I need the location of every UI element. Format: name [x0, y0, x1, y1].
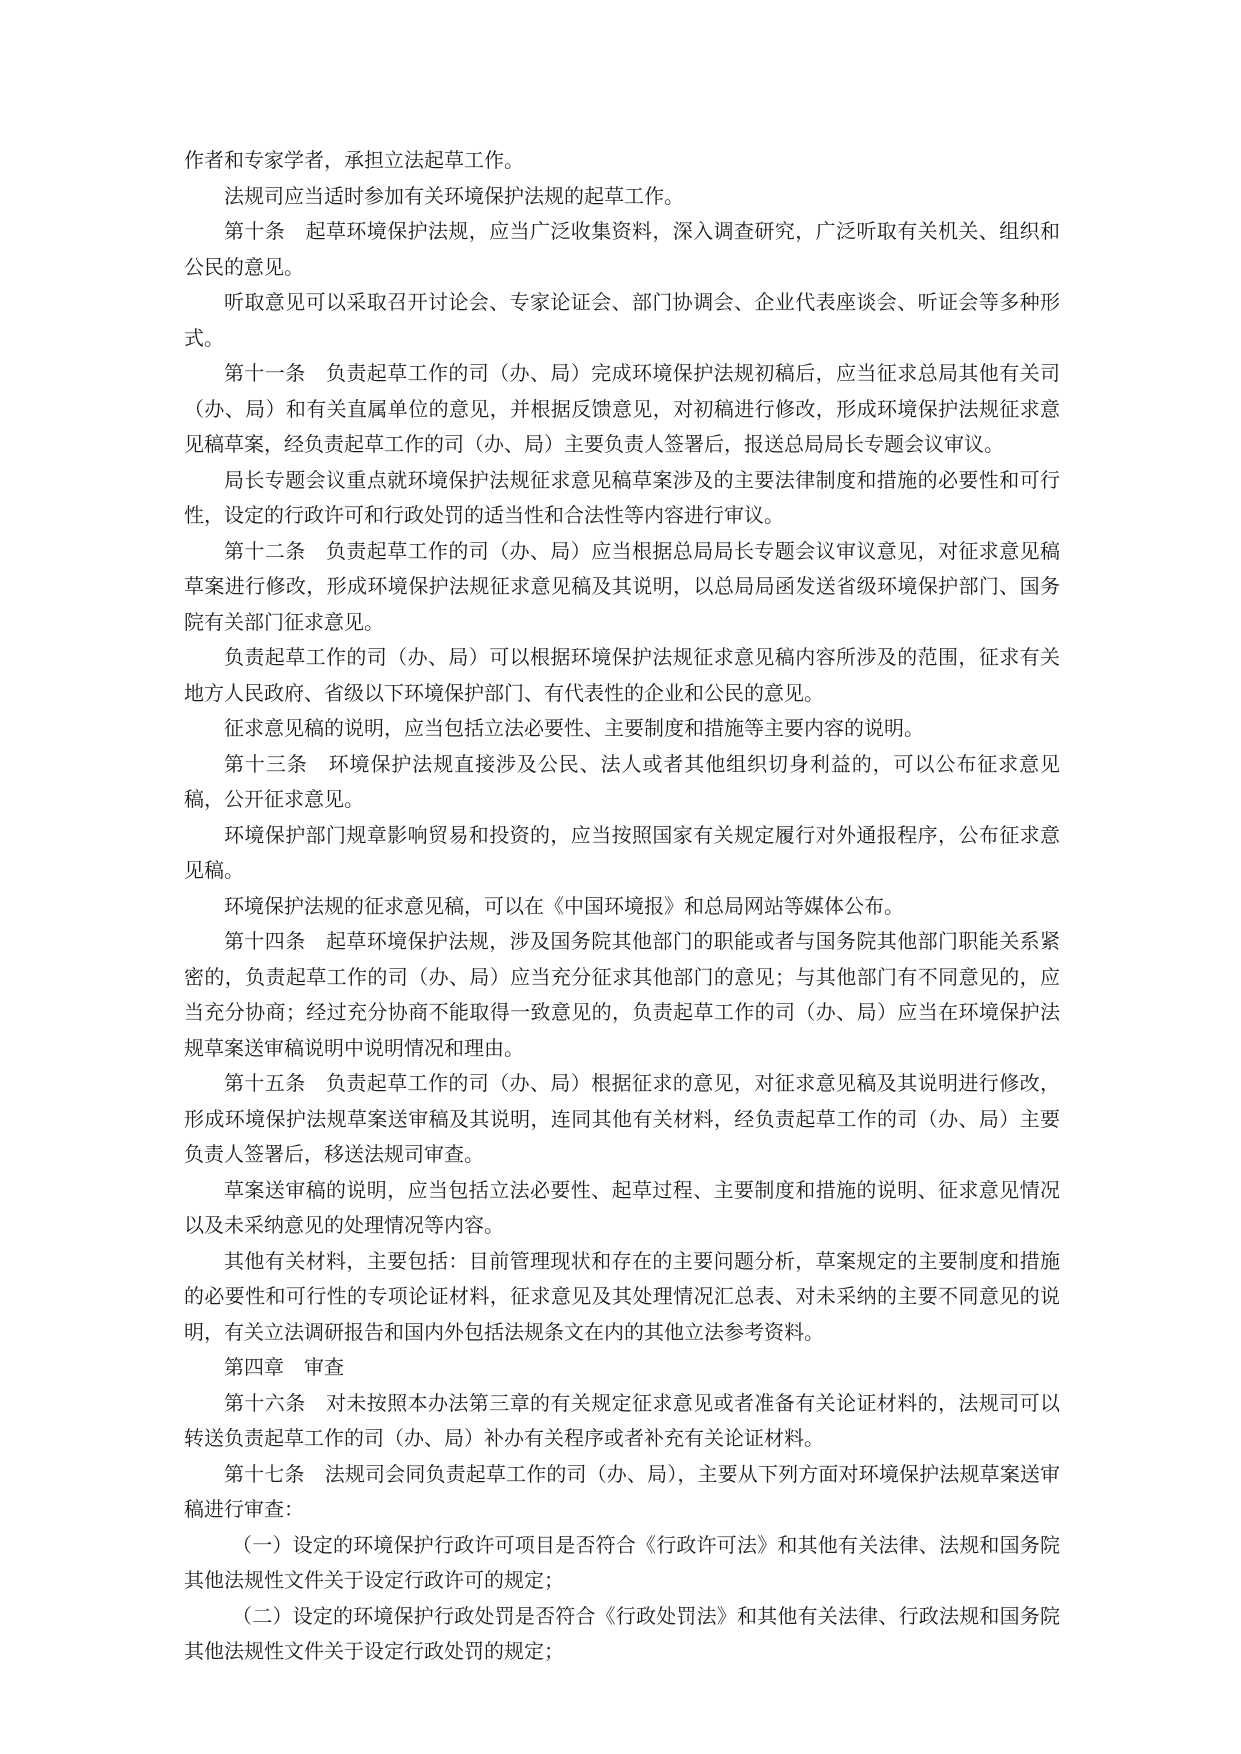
paragraph-1: 作者和专家学者，承担立法起草工作。	[184, 148, 524, 172]
list-item-2: （二）设定的环境保护行政处罚是否符合《行政处罚法》和其他有关法律、行政法规和国务院其他法规性文件关于设定行政处罚的规定；	[184, 1603, 1060, 1663]
article-10: 第十条 起草环境保护法规，应当广泛收集资料，深入调查研究，广泛听取有关机关、组织和公民的意见。	[184, 219, 1060, 279]
document-page	[184, 143, 1060, 1670]
article-11: 第十一条 负责起草工作的司（办、局）完成环境保护法规初稿后，应当征求总局其他有关司（办、局）和有关直属单位的意见，并根据反馈意见，对初稿进行修改，形成环境保护法规征求意见稿草案，经负责起草工作的司（办、局）主要负责人签署后，报送总局局长专题会议审议。	[184, 361, 1060, 456]
article-12: 第十二条 负责起草工作的司（办、局）应当根据总局局长专题会议审议意见，对征求意见稿草案进行修改，形成环境保护法规征求意见稿及其说明，以总局局函发送省级环境保护部门、国务院有关部门征求意见。	[184, 538, 1060, 634]
paragraph-9: 征求意见稿的说明，应当包括立法必要性、主要制度和措施等主要内容的说明。	[224, 716, 924, 740]
article-15: 第十五条 负责起草工作的司（办、局）根据征求的意见，对征求意见稿及其说明进行修改，形成环境保护法规草案送审稿及其说明，连同其他有关材料，经负责起草工作的司（办、局）主要负责人签署后，移送法规司审查。	[184, 1071, 1060, 1166]
article-14: 第十四条 起草环境保护法规，涉及国务院其他部门的职能或者与国务院其他部门职能关系紧密的，负责起草工作的司（办、局）应当充分征求其他部门的意见；与其他部门有不同意见的，应当充分协商；经过充分协商不能取得一致意见的，负责起草工作的司（办、局）应当在环境保护法规草案送审稿说明中说明情况和理由。	[184, 929, 1060, 1060]
paragraph-6: 局长专题会议重点就环境保护法规征求意见稿草案涉及的主要法律制度和措施的必要性和可行性，设定的行政许可和行政处罚的适当性和合法性等内容进行审议。	[184, 467, 1060, 527]
paragraph-2: 法规司应当适时参加有关环境保护法规的起草工作。	[224, 183, 684, 208]
article-16: 第十六条 对未按照本办法第三章的有关规定征求意见或者准备有关论证材料的，法规司可以转送负责起草工作的司（办、局）补办有关程序或者补充有关论证材料。	[184, 1390, 1060, 1450]
chapter-4-heading: 第四章 审查	[224, 1355, 344, 1379]
paragraph-8: 负责起草工作的司（办、局）可以根据环境保护法规征求意见稿内容所涉及的范围，征求有关地方人民政府、省级以下环境保护部门、有代表性的企业和公民的意见。	[184, 645, 1060, 705]
paragraph-4: 听取意见可以采取召开讨论会、专家论证会、部门协调会、企业代表座谈会、听证会等多种形式。	[184, 290, 1060, 350]
paragraph-15: 草案送审稿的说明，应当包括立法必要性、起草过程、主要制度和措施的说明、征求意见情况以及未采纳意见的处理情况等内容。	[184, 1177, 1060, 1237]
list-item-1: （一）设定的环境保护行政许可项目是否符合《行政许可法》和其他有关法律、法规和国务院其他法规性文件关于设定行政许可的规定；	[184, 1532, 1060, 1592]
article-17: 第十七条 法规司会同负责起草工作的司（办、局），主要从下列方面对环境保护法规草案送审稿进行审查：	[184, 1461, 1060, 1521]
article-13: 第十三条 环境保护法规直接涉及公民、法人或者其他组织切身利益的，可以公布征求意见稿，公开征求意见。	[184, 751, 1060, 811]
paragraph-16: 其他有关材料，主要包括：目前管理现状和存在的主要问题分析，草案规定的主要制度和措施的必要性和可行性的专项论证材料，征求意见及其处理情况汇总表、对未采纳的主要不同意见的说明，有关立法调研报告和国内外包括法规条文在内的其他立法参考资料。	[184, 1248, 1060, 1344]
paragraph-12: 环境保护法规的征求意见稿，可以在《中国环境报》和总局网站等媒体公布。	[224, 893, 904, 918]
paragraph-11: 环境保护部门规章影响贸易和投资的，应当按照国家有关规定履行对外通报程序，公布征求意见稿。	[184, 822, 1060, 882]
